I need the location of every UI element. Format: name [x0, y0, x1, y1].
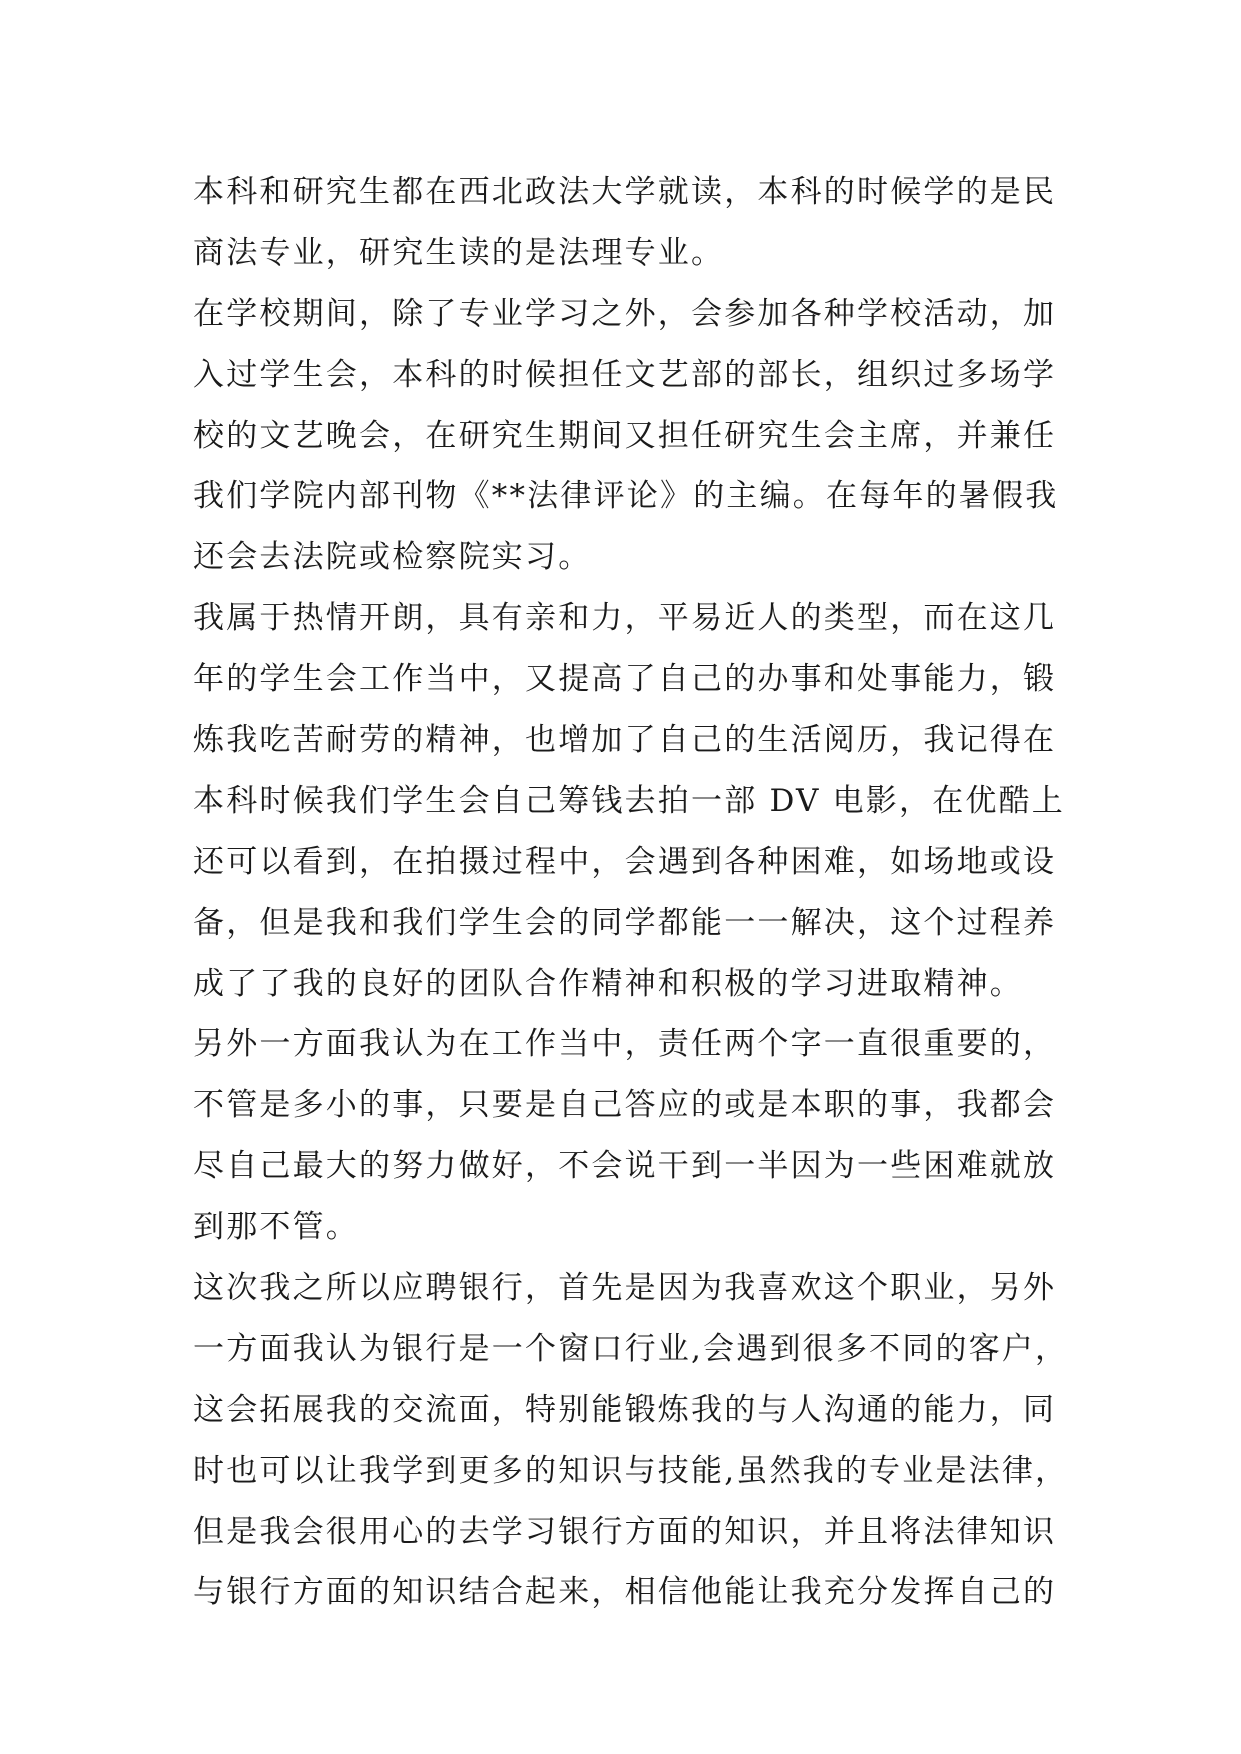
- text-line: 在学校期间，除了专业学习之外，会参加各种学校活动，加: [193, 295, 1057, 332]
- text-line: 备，但是我和我们学生会的同学都能一一解决，这个过程养: [193, 904, 1057, 941]
- text-line: 商法专业，研究生读的是法理专业。: [193, 234, 725, 271]
- document-body: [193, 162, 1069, 1623]
- text-line: 我们学院内部刊物《**法律评论》的主编。在每年的暑假我: [193, 478, 1059, 515]
- text-line: 本科时候我们学生会自己筹钱去拍一部 DV 电影，在优酷上: [193, 782, 1066, 819]
- text-line: 一方面我认为银行是一个窗口行业,会遇到很多不同的客户，: [193, 1330, 1069, 1367]
- text-line: 年的学生会工作当中，又提高了自己的办事和处事能力，锻: [193, 661, 1057, 698]
- text-line: 尽自己最大的努力做好，不会说干到一半因为一些困难就放: [193, 1148, 1057, 1185]
- text-line: 这次我之所以应聘银行，首先是因为我喜欢这个职业，另外: [193, 1270, 1057, 1307]
- text-line: 炼我吃苦耐劳的精神，也增加了自己的生活阅历，我记得在: [193, 722, 1057, 759]
- text-line: 本科和研究生都在西北政法大学就读，本科的时候学的是民: [193, 174, 1057, 210]
- text-line: 与银行方面的知识结合起来，相信他能让我充分发挥自己的: [193, 1574, 1057, 1611]
- text-line: 我属于热情开朗，具有亲和力，平易近人的类型，而在这几: [193, 600, 1057, 637]
- text-line: 校的文艺晚会，在研究生期间又担任研究生会主席，并兼任: [193, 417, 1057, 454]
- text-line: 还可以看到，在拍摄过程中，会遇到各种困难，如场地或设: [193, 843, 1057, 880]
- text-line: 另外一方面我认为在工作当中，责任两个字一直很重要的，: [193, 1026, 1057, 1063]
- text-line: 成了了我的良好的团队合作精神和积极的学习进取精神。: [193, 965, 1023, 1002]
- text-line: 到那不管。: [193, 1209, 359, 1246]
- text-line: 还会去法院或检察院实习。: [193, 539, 592, 576]
- text-line: 时也可以让我学到更多的知识与技能,虽然我的专业是法律，: [193, 1452, 1069, 1489]
- text-line: 入过学生会，本科的时候担任文艺部的部长，组织过多场学: [193, 356, 1057, 393]
- text-line: 这会拓展我的交流面，特别能锻炼我的与人沟通的能力，同: [193, 1391, 1057, 1428]
- text-line: 不管是多小的事，只要是自己答应的或是本职的事，我都会: [193, 1087, 1057, 1124]
- text-line: 但是我会很用心的去学习银行方面的知识，并且将法律知识: [193, 1513, 1057, 1550]
